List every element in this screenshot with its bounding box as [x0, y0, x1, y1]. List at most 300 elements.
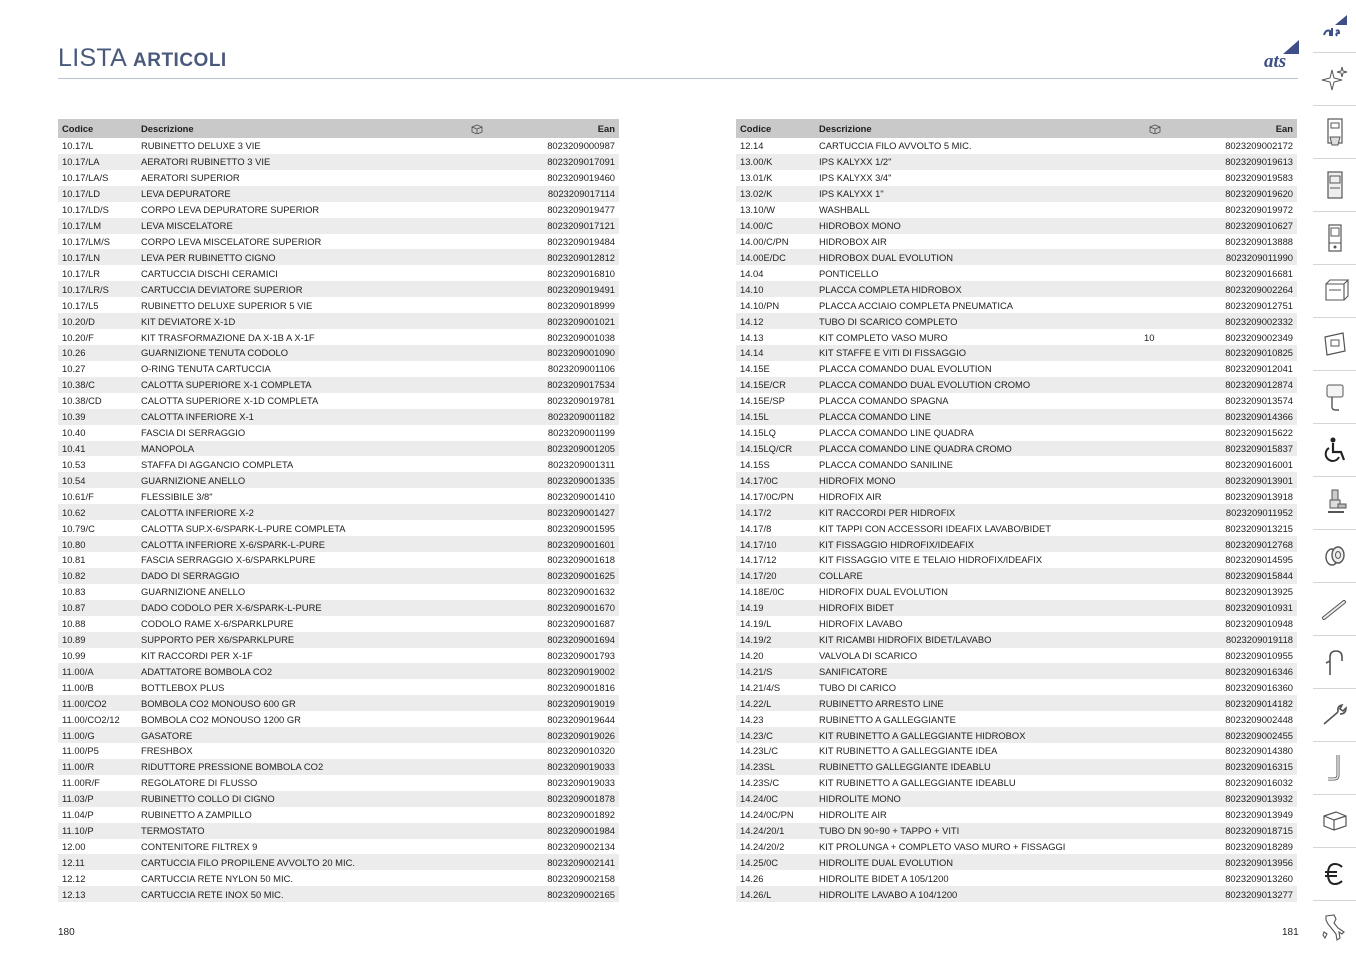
item-ean: 8023209001694	[532, 632, 619, 648]
item-ean: 8023209001021	[532, 313, 619, 329]
item-package-qty	[462, 854, 532, 870]
item-ean: 8023209000987	[532, 138, 619, 154]
item-description: DADO DI SERRAGGIO	[137, 568, 462, 584]
item-description: GUARNIZIONE ANELLO	[137, 472, 462, 488]
item-description: PLACCA COMANDO LINE	[815, 409, 1140, 425]
item-package-qty	[462, 377, 532, 393]
table-row	[58, 377, 619, 393]
item-description: KIT COMPLETO VASO MURO	[815, 329, 1140, 345]
item-code: 14.24/0C/PN	[736, 807, 815, 823]
item-package-qty	[462, 329, 532, 345]
sidebar-tab-fittings[interactable]	[1313, 530, 1356, 583]
table-row	[58, 329, 619, 345]
item-package-qty	[462, 759, 532, 775]
table-row	[58, 297, 619, 313]
item-description: CALOTTA SUP.X-6/SPARK-L-PURE COMPLETA	[137, 520, 462, 536]
item-code: 14.04	[736, 265, 815, 281]
item-code: 10.38/CD	[58, 393, 137, 409]
table-row	[58, 361, 619, 377]
sidebar-tab-flush-plate[interactable]	[1313, 318, 1356, 371]
item-package-qty	[462, 791, 532, 807]
table-row	[58, 393, 619, 409]
item-code: 11.00/P5	[58, 743, 137, 759]
item-ean: 8023209015622	[1210, 425, 1297, 441]
item-description: TERMOSTATO	[137, 823, 462, 839]
item-ean: 8023209001984	[532, 823, 619, 839]
item-description: KIT PROLUNGA + COMPLETO VASO MURO + FISSAGGI	[815, 839, 1140, 855]
item-ean: 8023209010931	[1210, 600, 1297, 616]
table-row	[736, 568, 1297, 584]
svg-text:ats: ats	[1264, 51, 1287, 70]
item-code: 10.87	[58, 600, 137, 616]
table-row	[58, 488, 619, 504]
item-code: 14.21/4/S	[736, 679, 815, 695]
item-package-qty	[462, 218, 532, 234]
item-ean: 8023209019484	[532, 234, 619, 250]
item-package-qty	[1140, 648, 1210, 664]
item-package-qty	[1140, 154, 1210, 170]
item-ean: 8023209015837	[1210, 441, 1297, 457]
item-ean: 8023209001632	[532, 584, 619, 600]
item-description: KIT FISSAGGIO HIDROFIX/IDEAFIX	[815, 536, 1140, 552]
item-code: 14.14	[736, 345, 815, 361]
item-code: 10.20/F	[58, 329, 137, 345]
item-description: PONTICELLO	[815, 265, 1140, 281]
item-description: PLACCA COMANDO DUAL EVOLUTION	[815, 361, 1140, 377]
item-code: 14.24/0C	[736, 791, 815, 807]
table-row	[58, 568, 619, 584]
item-code: 14.17/20	[736, 568, 815, 584]
item-ean: 8023209018999	[532, 297, 619, 313]
ats-logo-icon	[1320, 11, 1350, 41]
table-row	[736, 695, 1297, 711]
item-ean: 8023209019477	[532, 202, 619, 218]
item-description: BOMBOLA CO2 MONOUSO 1200 GR	[137, 711, 462, 727]
item-ean: 8023209012768	[1210, 536, 1297, 552]
table-row	[736, 870, 1297, 886]
table-row	[58, 695, 619, 711]
item-code: 13.01/K	[736, 170, 815, 186]
item-ean: 8023209012874	[1210, 377, 1297, 393]
sidebar-tab-bidet-frame[interactable]	[1313, 265, 1356, 318]
item-description: HIDROBOX DUAL EVOLUTION	[815, 249, 1140, 265]
sparkle-icon	[1320, 64, 1350, 94]
item-package-qty	[1140, 202, 1210, 218]
sidebar-tab-accessories[interactable]	[1313, 795, 1356, 848]
page-number-right: 181	[1282, 927, 1299, 938]
item-code: 10.17/L	[58, 138, 137, 154]
item-package-qty	[1140, 456, 1210, 472]
table-row	[58, 886, 619, 902]
item-description: CONTENITORE FILTREX 9	[137, 839, 462, 855]
item-code: 10.17/L5	[58, 297, 137, 313]
page-title-light: LISTA	[58, 44, 126, 72]
table-row	[736, 600, 1297, 616]
sidebar-tab-wall-frame[interactable]	[1313, 106, 1356, 159]
item-code: 12.00	[58, 839, 137, 855]
table-row	[58, 504, 619, 520]
item-code: 12.12	[58, 870, 137, 886]
item-code: 11.04/P	[58, 807, 137, 823]
item-package-qty	[1140, 234, 1210, 250]
item-code: 14.15E/CR	[736, 377, 815, 393]
item-description: GASATORE	[137, 727, 462, 743]
title-rule	[58, 78, 1298, 79]
item-package-qty	[1140, 743, 1210, 759]
item-code: 12.11	[58, 854, 137, 870]
item-description: RUBINETTO ARRESTO LINE	[815, 695, 1140, 711]
table-row	[736, 409, 1297, 425]
item-ean: 8023209001038	[532, 329, 619, 345]
item-code: 14.19	[736, 600, 815, 616]
item-ean: 8023209010948	[1210, 616, 1297, 632]
item-ean: 8023209001410	[532, 488, 619, 504]
item-code: 10.81	[58, 552, 137, 568]
item-description: KIT DEVIATORE X-1D	[137, 313, 462, 329]
item-package-qty: 10	[1140, 329, 1210, 345]
item-code: 10.41	[58, 441, 137, 457]
item-code: 10.17/LM	[58, 218, 137, 234]
item-package-qty	[462, 297, 532, 313]
item-package-qty	[462, 600, 532, 616]
item-package-qty	[462, 632, 532, 648]
item-code: 12.14	[736, 138, 815, 154]
item-ean: 8023209013574	[1210, 393, 1297, 409]
table-row	[736, 249, 1297, 265]
item-package-qty	[462, 807, 532, 823]
item-description: CALOTTA INFERIORE X-6/SPARK-L-PURE	[137, 536, 462, 552]
concealed-frame-icon	[1320, 170, 1350, 200]
table-row	[736, 584, 1297, 600]
item-ean: 8023209014380	[1210, 743, 1297, 759]
item-package-qty	[462, 648, 532, 664]
item-package-qty	[1140, 265, 1210, 281]
column-code: Codice	[58, 119, 137, 138]
item-package-qty	[462, 679, 532, 695]
item-code: 10.17/LA	[58, 154, 137, 170]
page-title	[58, 44, 227, 73]
item-ean: 8023209016360	[1210, 679, 1297, 695]
table-row	[736, 791, 1297, 807]
item-description: BOTTLEBOX PLUS	[137, 679, 462, 695]
table-row	[736, 313, 1297, 329]
item-ean: 8023209002448	[1210, 711, 1297, 727]
item-code: 14.10/PN	[736, 297, 815, 313]
table-row	[736, 886, 1297, 902]
item-code: 14.00/C/PN	[736, 234, 815, 250]
item-ean: 8023209019491	[532, 281, 619, 297]
item-package-qty	[1140, 536, 1210, 552]
item-description: HIDROFIX AIR	[815, 488, 1140, 504]
item-code: 14.10	[736, 281, 815, 297]
table-row	[58, 711, 619, 727]
table-row	[736, 775, 1297, 791]
table-row	[736, 441, 1297, 457]
item-description: RIDUTTORE PRESSIONE BOMBOLA CO2	[137, 759, 462, 775]
item-code: 10.17/LR	[58, 265, 137, 281]
item-code: 10.17/LM/S	[58, 234, 137, 250]
table-row	[736, 743, 1297, 759]
item-ean: 8023209013260	[1210, 870, 1297, 886]
item-package-qty	[1140, 186, 1210, 202]
table-row	[736, 345, 1297, 361]
table-row	[736, 504, 1297, 520]
table-row	[736, 616, 1297, 632]
item-package-qty	[1140, 886, 1210, 902]
item-code: 11.00/CO2	[58, 695, 137, 711]
sidebar-tab-sparkle[interactable]	[1313, 53, 1356, 106]
column-package	[1140, 119, 1210, 138]
sidebar-tab-installation-frame[interactable]	[1313, 212, 1356, 265]
item-package-qty	[1140, 807, 1210, 823]
item-code: 11.00/B	[58, 679, 137, 695]
item-code: 11.00R/F	[58, 775, 137, 791]
item-package-qty	[462, 425, 532, 441]
item-ean: 8023209001182	[532, 409, 619, 425]
item-ean: 8023209019019	[532, 695, 619, 711]
table-row	[736, 679, 1297, 695]
table-row	[736, 234, 1297, 250]
table-row	[736, 823, 1297, 839]
item-code: 10.17/LR/S	[58, 281, 137, 297]
sidebar-tab-drains[interactable]	[1313, 742, 1356, 795]
column-description: Descrizione	[815, 119, 1140, 138]
item-package-qty	[1140, 791, 1210, 807]
item-description: PLACCA COMANDO LINE QUADRA CROMO	[815, 441, 1140, 457]
item-ean: 8023209016810	[532, 265, 619, 281]
item-description: KIT RUBINETTO A GALLEGGIANTE IDEABLU	[815, 775, 1140, 791]
package-icon	[470, 124, 483, 134]
table-row	[58, 218, 619, 234]
item-package-qty	[1140, 425, 1210, 441]
table-row	[58, 441, 619, 457]
item-description: FLESSIBILE 3/8"	[137, 488, 462, 504]
item-code: 14.13	[736, 329, 815, 345]
sidebar-tab-price-list[interactable]	[1313, 848, 1356, 901]
item-package-qty	[1140, 488, 1210, 504]
ats-logo	[1263, 38, 1301, 70]
wall-frame-icon	[1320, 117, 1350, 147]
item-package-qty	[1140, 616, 1210, 632]
item-ean: 8023209013888	[1210, 234, 1297, 250]
table-row	[58, 854, 619, 870]
item-code: 14.23	[736, 711, 815, 727]
item-description: REGOLATORE DI FLUSSO	[137, 775, 462, 791]
table-row	[58, 425, 619, 441]
item-package-qty	[1140, 727, 1210, 743]
item-package-qty	[1140, 472, 1210, 488]
item-description: HIDROBOX AIR	[815, 234, 1140, 250]
item-description: KIT RICAMBI HIDROFIX BIDET/LAVABO	[815, 632, 1140, 648]
item-package-qty	[1140, 775, 1210, 791]
sidebar-tab-faucets[interactable]	[1313, 636, 1356, 689]
item-description: RUBINETTO A GALLEGGIANTE	[815, 711, 1140, 727]
item-package-qty	[462, 186, 532, 202]
sidebar-tab-cistern[interactable]	[1313, 371, 1356, 424]
table-row	[58, 663, 619, 679]
item-description: PLACCA COMANDO SPAGNA	[815, 393, 1140, 409]
column-ean: Ean	[1210, 119, 1297, 138]
item-ean: 8023209010320	[532, 743, 619, 759]
item-package-qty	[462, 234, 532, 250]
item-code: 13.10/W	[736, 202, 815, 218]
item-ean: 8023209013901	[1210, 472, 1297, 488]
table-row	[58, 807, 619, 823]
item-description: CALOTTA INFERIORE X-1	[137, 409, 462, 425]
table-row	[58, 345, 619, 361]
item-ean: 8023209012751	[1210, 297, 1297, 313]
item-ean: 8023209019644	[532, 711, 619, 727]
item-code: 10.82	[58, 568, 137, 584]
item-code: 10.17/LA/S	[58, 170, 137, 186]
item-ean: 8023209012812	[532, 249, 619, 265]
item-description: CODOLO RAME X-6/SPARKLPURE	[137, 616, 462, 632]
item-code: 14.17/0C	[736, 472, 815, 488]
sidebar-tab-concealed-frame[interactable]	[1313, 159, 1356, 212]
item-package-qty	[462, 886, 532, 902]
item-package-qty	[462, 520, 532, 536]
item-ean: 8023209019033	[532, 775, 619, 791]
sidebar-tab-italy[interactable]	[1313, 901, 1356, 953]
item-ean: 8023209012041	[1210, 361, 1297, 377]
table-row	[736, 711, 1297, 727]
item-code: 10.83	[58, 584, 137, 600]
item-ean: 8023209011990	[1210, 249, 1297, 265]
item-description: KIT RUBINETTO A GALLEGGIANTE HIDROBOX	[815, 727, 1140, 743]
item-description: HIDROBOX MONO	[815, 218, 1140, 234]
item-code: 10.17/LD/S	[58, 202, 137, 218]
item-package-qty	[462, 345, 532, 361]
item-description: HIDROLITE DUAL EVOLUTION	[815, 854, 1140, 870]
item-package-qty	[462, 313, 532, 329]
item-package-qty	[1140, 361, 1210, 377]
item-code: 10.89	[58, 632, 137, 648]
item-package-qty	[462, 488, 532, 504]
item-ean: 8023209001878	[532, 791, 619, 807]
column-ean: Ean	[532, 119, 619, 138]
item-code: 10.38/C	[58, 377, 137, 393]
sidebar-tab-pipes[interactable]	[1313, 583, 1356, 636]
item-package-qty	[462, 441, 532, 457]
item-ean: 8023209002455	[1210, 727, 1297, 743]
item-code: 14.22/L	[736, 695, 815, 711]
item-ean: 8023209001335	[532, 472, 619, 488]
item-package-qty	[462, 472, 532, 488]
item-ean: 8023209001601	[532, 536, 619, 552]
item-description: FASCIA DI SERRAGGIO	[137, 425, 462, 441]
item-description: TUBO DN 90÷90 + TAPPO + VITI	[815, 823, 1140, 839]
item-ean: 8023209016681	[1210, 265, 1297, 281]
item-code: 14.17/12	[736, 552, 815, 568]
item-package-qty	[462, 870, 532, 886]
item-code: 14.25/0C	[736, 854, 815, 870]
box-icon	[1320, 806, 1350, 836]
table-row	[736, 393, 1297, 409]
table-row	[736, 138, 1297, 154]
item-code: 14.17/2	[736, 504, 815, 520]
table-row	[58, 759, 619, 775]
item-code: 14.15L	[736, 409, 815, 425]
item-ean: 8023209001205	[532, 441, 619, 457]
table-row	[736, 552, 1297, 568]
item-ean: 8023209016001	[1210, 456, 1297, 472]
item-ean: 8023209015844	[1210, 568, 1297, 584]
item-code: 10.54	[58, 472, 137, 488]
table-row	[58, 472, 619, 488]
item-description: PLACCA ACCIAIO COMPLETA PNEUMATICA	[815, 297, 1140, 313]
table-row	[736, 361, 1297, 377]
table-row	[58, 648, 619, 664]
category-sidebar	[1313, 0, 1356, 959]
item-description: PLACCA COMANDO SANILINE	[815, 456, 1140, 472]
table-row	[58, 552, 619, 568]
item-code: 11.00/R	[58, 759, 137, 775]
table-row	[58, 313, 619, 329]
item-package-qty	[1140, 584, 1210, 600]
sidebar-tab-valves[interactable]	[1313, 477, 1356, 530]
sidebar-tab-ats[interactable]	[1313, 0, 1356, 53]
item-package-qty	[462, 663, 532, 679]
item-description: CARTUCCIA RETE NYLON 50 MIC.	[137, 870, 462, 886]
drain-pipe-icon	[1320, 753, 1350, 783]
item-code: 10.88	[58, 616, 137, 632]
item-description: RUBINETTO DELUXE SUPERIOR 5 VIE	[137, 297, 462, 313]
item-code: 11.10/P	[58, 823, 137, 839]
item-package-qty	[462, 775, 532, 791]
table-row	[736, 759, 1297, 775]
item-package-qty	[462, 170, 532, 186]
item-package-qty	[1140, 600, 1210, 616]
item-description: KIT RACCORDI PER HIDROFIX	[815, 504, 1140, 520]
table-row	[58, 138, 619, 154]
item-description: LEVA MISCELATORE	[137, 218, 462, 234]
item-package-qty	[1140, 504, 1210, 520]
item-package-qty	[1140, 393, 1210, 409]
item-ean: 8023209013932	[1210, 791, 1297, 807]
item-description: HIDROLITE AIR	[815, 807, 1140, 823]
table-row	[58, 520, 619, 536]
item-ean: 8023209017091	[532, 154, 619, 170]
item-ean: 8023209002134	[532, 839, 619, 855]
item-ean: 8023209002264	[1210, 281, 1297, 297]
sidebar-tab-tools[interactable]	[1313, 689, 1356, 742]
item-code: 14.26/L	[736, 886, 815, 902]
faucet-icon	[1320, 647, 1350, 677]
table-row	[736, 218, 1297, 234]
item-code: 10.17/LN	[58, 249, 137, 265]
item-package-qty	[462, 138, 532, 154]
item-ean: 8023209001106	[532, 361, 619, 377]
item-package-qty	[1140, 870, 1210, 886]
item-description: RUBINETTO GALLEGGIANTE IDEABLU	[815, 759, 1140, 775]
item-ean: 8023209013949	[1210, 807, 1297, 823]
item-code: 14.00/C	[736, 218, 815, 234]
item-ean: 8023209017114	[532, 186, 619, 202]
item-description: KIT TRASFORMAZIONE DA X-1B A X-1F	[137, 329, 462, 345]
item-code: 14.15E	[736, 361, 815, 377]
item-ean: 8023209001427	[532, 504, 619, 520]
item-code: 10.40	[58, 425, 137, 441]
item-description: RUBINETTO COLLO DI CIGNO	[137, 791, 462, 807]
item-ean: 8023209013277	[1210, 886, 1297, 902]
sidebar-tab-accessibility[interactable]	[1313, 424, 1356, 477]
page-number-left: 180	[58, 927, 75, 938]
item-ean: 8023209001618	[532, 552, 619, 568]
item-ean: 8023209013918	[1210, 488, 1297, 504]
item-description: CARTUCCIA DISCHI CERAMICI	[137, 265, 462, 281]
table-row	[736, 170, 1297, 186]
item-description: CALOTTA SUPERIORE X-1 COMPLETA	[137, 377, 462, 393]
